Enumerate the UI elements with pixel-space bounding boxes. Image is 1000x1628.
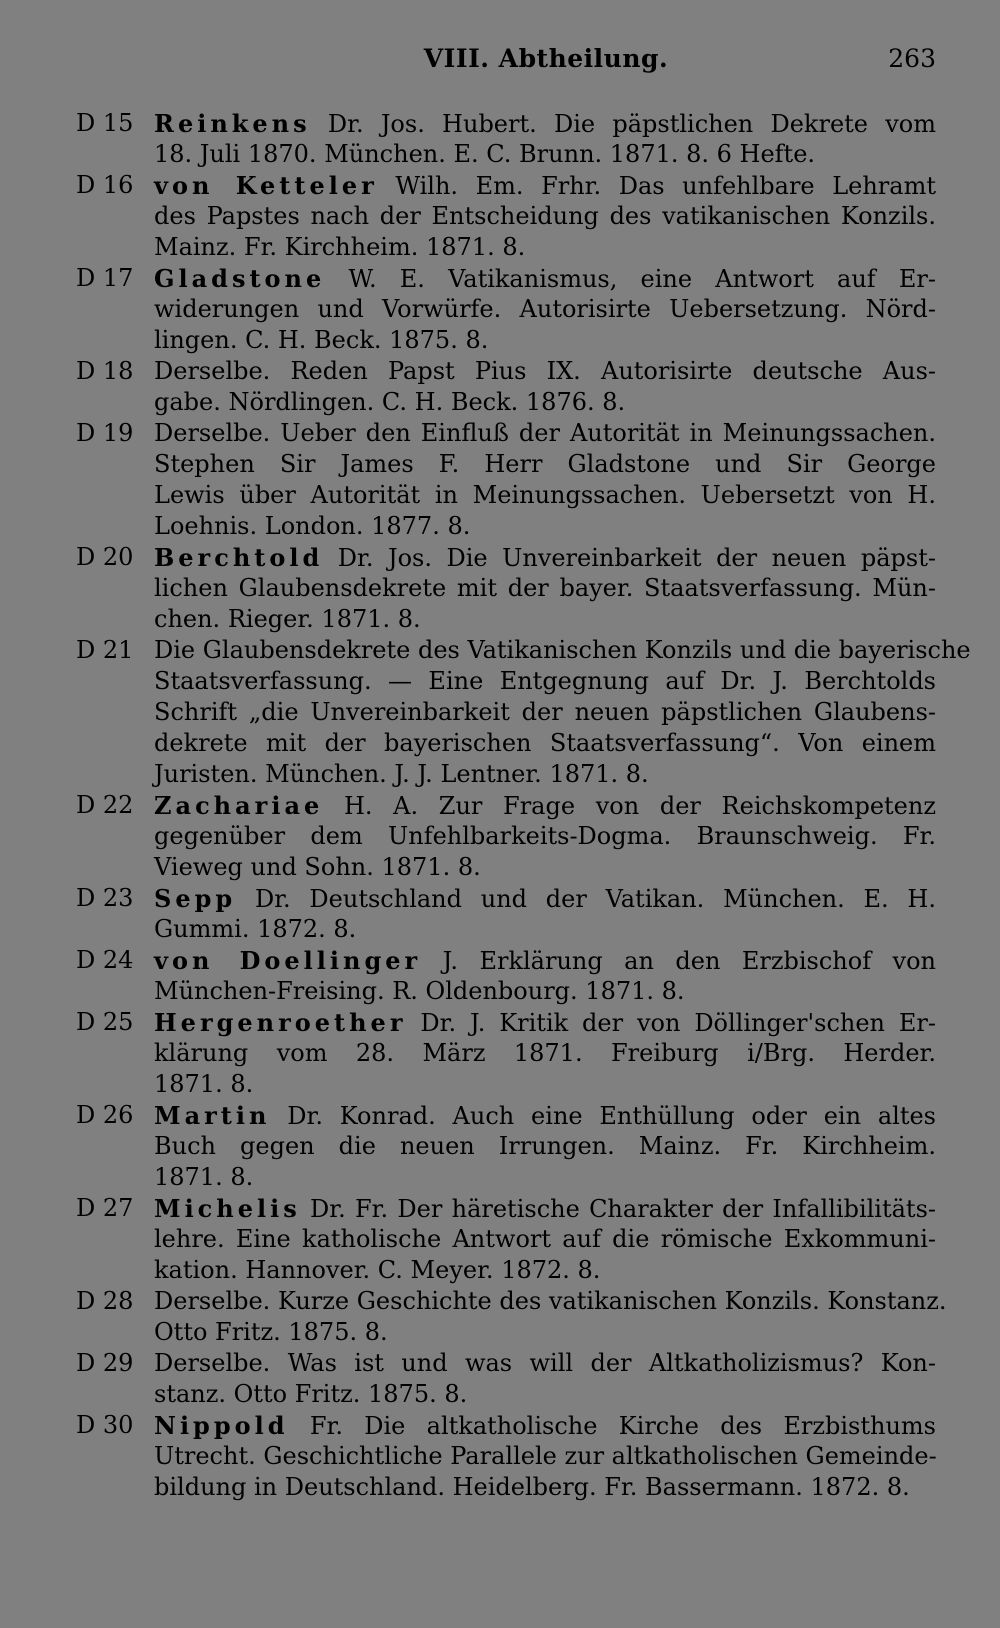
entry-line: stanz. Otto Fritz. 1875. 8. [154,1380,468,1408]
entry-line: des Papstes nach der Entscheidung des vatikanischen Konzils. [154,202,936,230]
entry-line: Stephen Sir James F. Herr Gladstone und Sir George [154,450,936,478]
entry-id: D 21 [76,636,134,664]
entry-line: Juristen. München. J. J. Lentner. 1871. 8. [154,760,649,788]
entry-id: D 30 [76,1411,134,1439]
entry-author: Martin [154,1101,271,1130]
entry-line: Die Glaubensdekrete des Vatikanischen Konzils und die bayerische [154,636,971,664]
section-title: VIII. Abtheilung. [423,44,669,73]
entry-id: D 18 [76,357,134,385]
entry-line: Utrecht. Geschichtliche Parallele zur altkatholischen Gemeinde- [154,1442,937,1470]
bibliography-entry [76,1348,936,1410]
entry-line: Buch gegen die neuen Irrungen. Mainz. Fr. Kirchheim. [154,1132,936,1160]
entry-author: Gladstone [154,264,326,293]
entry-text: Wilh. Em. Frhr. Das unfehlbare Lehramt [395,172,936,200]
entry-line: 1871. 8. [154,1070,254,1098]
entry-line: Derselbe. Was ist und was will der Altkatholizismus? Kon- [154,1349,936,1377]
entry-text: Dr. Deutschland und der Vatikan. München. E. H. [254,885,936,913]
entry-line: Staatsverfassung. — Eine Entgegnung auf Dr. J. Berchtolds [154,667,936,695]
bibliography-list [76,108,971,1503]
entry-line: München-Freising. R. Oldenbourg. 1871. 8. [154,977,685,1005]
entry-line [154,1410,936,1441]
entry-text: J. Erklärung an den Erzbischof von [442,947,936,975]
entry-author: Reinkens [154,109,311,138]
entry-line: Loehnis. London. 1877. 8. [154,512,471,540]
entry-author: von Doellinger [154,946,422,975]
entry-line: lehre. Eine katholische Antwort auf die römische Exkommuni- [154,1225,936,1253]
entry-author: von Ketteler [154,171,378,200]
entry-line: widerungen und Vorwürfe. Autorisirte Uebersetzung. Nörd- [154,295,936,323]
entry-text: Dr. Jos. Die Unvereinbarkeit der neuen päpst- [337,544,936,572]
entry-line: gegenüber dem Unfehlbarkeits-Dogma. Braunschweig. Fr. [154,822,936,850]
entry-line: kation. Hannover. C. Meyer. 1872. 8. [154,1256,601,1284]
bibliography-entry [76,790,936,883]
entry-line: klärung vom 28. März 1871. Freiburg i/Brg. Herder. [154,1039,936,1067]
entry-line: Otto Fritz. 1875. 8. [154,1318,388,1346]
entry-line: lingen. C. H. Beck. 1875. 8. [154,326,489,354]
entry-author: Berchtold [154,543,324,572]
entry-line: 1871. 8. [154,1163,254,1191]
entry-id: D 15 [76,109,134,137]
entry-author: Hergenroether [154,1008,407,1037]
entry-text: Fr. Die altkatholische Kirche des Erzbisthums [309,1412,936,1440]
entry-line: Gummi. 1872. 8. [154,915,357,943]
entry-id: D 24 [76,946,134,974]
entry-line [154,108,936,139]
bibliography-entry [76,108,936,170]
entry-line: Schrift „die Unvereinbarkeit der neuen päpstlichen Glaubens- [154,698,936,726]
entry-line: Lewis über Autorität in Meinungssachen. Uebersetzt von H. [154,481,936,509]
entry-line [154,790,936,821]
entry-line: bildung in Deutschland. Heidelberg. Fr. Bassermann. 1872. 8. [154,1473,910,1501]
bibliography-entry [76,635,971,790]
bibliography-entry [76,945,936,1007]
entry-line: Derselbe. Ueber den Einfluß der Autorität in Meinungssachen. [154,419,936,447]
entry-id: D 17 [76,264,134,292]
entry-line: gabe. Nördlingen. C. H. Beck. 1876. 8. [154,388,626,416]
entry-id: D 28 [76,1287,134,1315]
entry-id: D 23 [76,884,134,912]
entry-line: Derselbe. Reden Papst Pius IX. Autorisirte deutsche Aus- [154,357,936,385]
bibliography-entry [76,883,936,945]
entry-line: lichen Glaubensdekrete mit der bayer. Staatsverfassung. Mün- [154,574,936,602]
bibliography-entry [76,170,936,263]
entry-id: D 29 [76,1349,134,1377]
bibliography-entry [76,1100,936,1193]
entry-text: H. A. Zur Frage von der Reichskompetenz [343,792,936,820]
bibliography-entry [76,1193,936,1286]
bibliography-entry [76,418,936,542]
entry-text: Dr. Konrad. Auch eine Enthüllung oder ein altes [287,1102,936,1130]
entry-line [154,542,936,573]
entry-line [154,883,936,914]
entry-line: dekrete mit der bayerischen Staatsverfassung“. Von einem [154,729,936,757]
entry-author: Michelis [154,1194,301,1223]
entry-id: D 27 [76,1194,134,1222]
entry-line: Vieweg und Sohn. 1871. 8. [154,853,481,881]
entry-line: 18. Juli 1870. München. E. C. Brunn. 1871. 8. 6 Hefte. [154,140,816,168]
bibliography-entry [76,1286,947,1348]
bibliography-entry [76,1007,936,1100]
entry-line: Derselbe. Kurze Geschichte des vatikanischen Konzils. Konstanz. [154,1287,947,1315]
running-head [76,44,936,84]
entry-id: D 25 [76,1008,134,1036]
entry-author: Nippold [154,1411,289,1440]
entry-line [154,1100,936,1131]
entry-line [154,263,936,294]
entry-author: Zachariae [154,791,324,820]
entry-id: D 19 [76,419,134,447]
bibliography-entry [76,356,936,418]
entry-id: D 16 [76,171,134,199]
entry-line [154,945,936,976]
bibliography-entry [76,263,936,356]
entry-line [154,1193,936,1224]
entry-id: D 22 [76,791,134,819]
entry-text: Dr. Fr. Der häretische Charakter der Infallibilitäts- [310,1195,936,1223]
entry-line: Mainz. Fr. Kirchheim. 1871. 8. [154,233,526,261]
page-number: 263 [888,44,936,73]
entry-line [154,170,936,201]
entry-id: D 26 [76,1101,134,1129]
bibliography-entry [76,542,936,635]
entry-id: D 20 [76,543,134,571]
entry-line: chen. Rieger. 1871. 8. [154,605,421,633]
entry-text: Dr. J. Kritik der von Döllinger'schen Er- [420,1009,936,1037]
entry-author: Sepp [154,884,237,913]
bibliography-entry [76,1410,936,1503]
entry-line [154,1007,936,1038]
entry-text: Dr. Jos. Hubert. Die päpstlichen Dekrete vom [327,110,936,138]
entry-text: W. E. Vatikanismus, eine Antwort auf Er- [348,265,936,293]
